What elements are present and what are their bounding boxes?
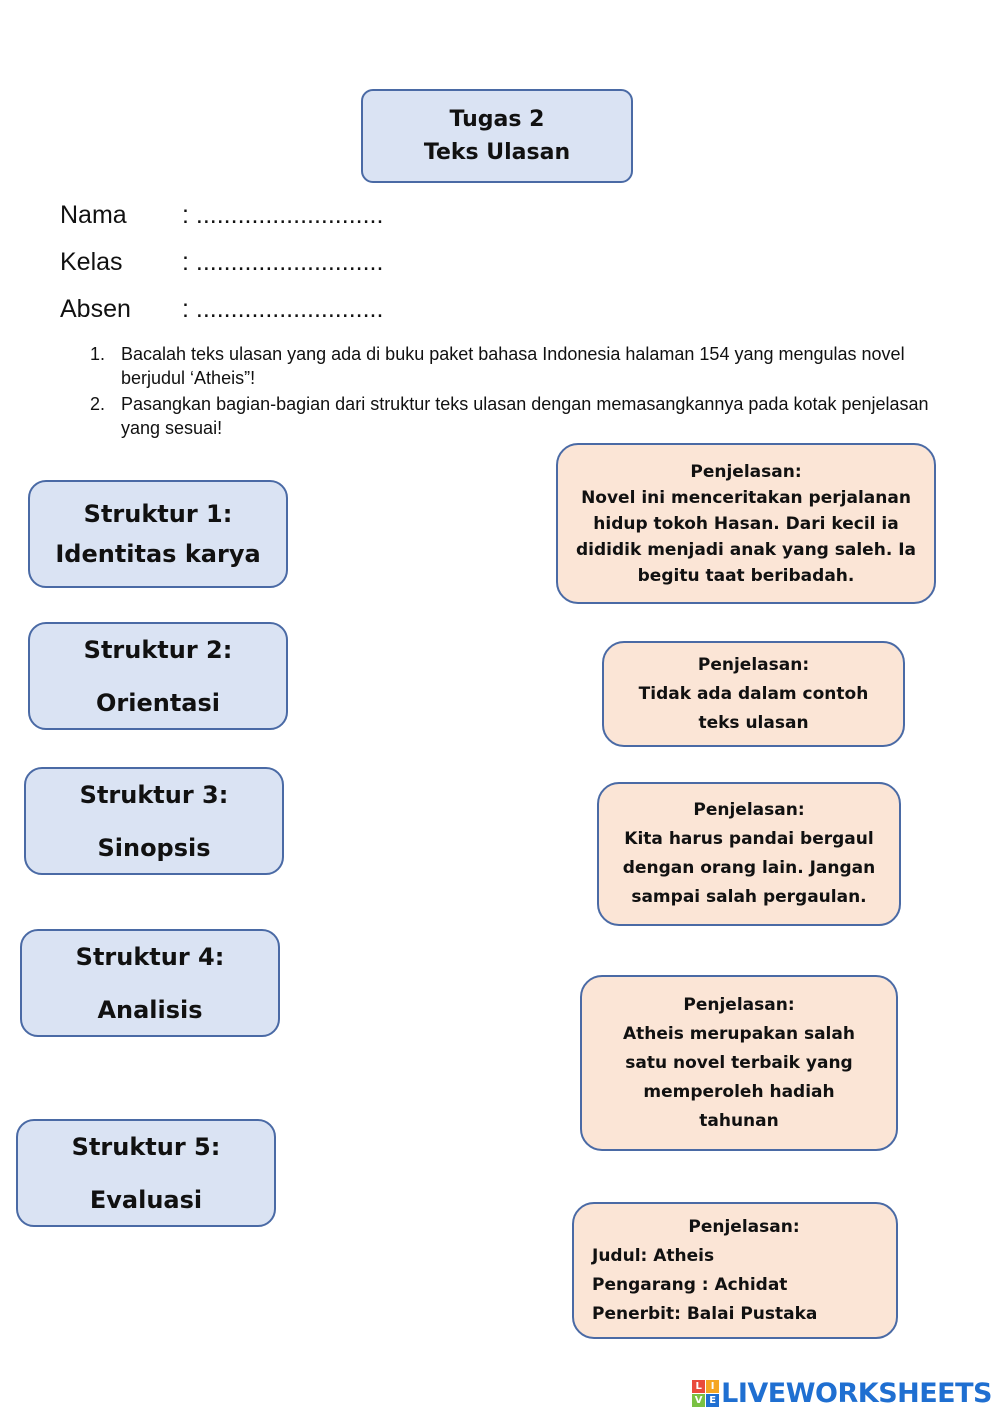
- explanation-line: Tidak ada dalam contoh: [638, 683, 869, 704]
- structure-name: Analisis: [97, 995, 203, 1024]
- field-kelas[interactable]: [60, 248, 383, 277]
- explanation-line: Atheis merupakan salah: [623, 1023, 855, 1044]
- field-absen[interactable]: [60, 295, 383, 324]
- instruction-1: [90, 342, 950, 390]
- title-line-1: Tugas 2: [449, 107, 545, 132]
- instruction-text: Bacalah teks ulasan yang ada di buku paket bahasa Indonesia halaman 154 yang mengulas novel berjudul ‘Atheis”!: [121, 344, 905, 388]
- field-label: Nama: [60, 201, 127, 229]
- liveworksheets-logo-icon: [692, 1380, 719, 1407]
- instruction-2: [90, 392, 950, 440]
- explanation-line: Kita harus pandai bergaul: [624, 829, 874, 849]
- explanation-heading: Penjelasan:: [690, 461, 802, 482]
- explanation-heading: Penjelasan:: [697, 654, 810, 675]
- field-label: Absen: [60, 295, 131, 323]
- structure-name: Sinopsis: [97, 833, 211, 862]
- explanation-line: dengan orang lain. Jangan: [622, 858, 876, 878]
- structure-name: Orientasi: [95, 688, 220, 717]
- field-value[interactable]: : ...........................: [182, 248, 384, 276]
- field-value[interactable]: : ...........................: [182, 295, 384, 323]
- structure-number: Struktur 3:: [79, 780, 229, 809]
- logo-mark-letter: E: [706, 1394, 719, 1407]
- explanation-box-5[interactable]: [572, 1202, 898, 1339]
- explanation-heading: Penjelasan:: [688, 1216, 800, 1237]
- structure-box-1[interactable]: [28, 480, 288, 588]
- explanation-line: Judul: Atheis: [592, 1245, 715, 1266]
- explanation-line: begitu taat beribadah.: [637, 565, 855, 586]
- structure-box-2[interactable]: [28, 622, 288, 730]
- explanation-heading: Penjelasan:: [683, 994, 795, 1015]
- explanation-box-4[interactable]: [580, 975, 898, 1151]
- field-nama[interactable]: [60, 201, 383, 230]
- instruction-number: 1.: [90, 344, 106, 364]
- structure-number: Struktur 4:: [75, 942, 225, 971]
- liveworksheets-logo: [692, 1377, 992, 1409]
- explanation-line: sampai salah pergaulan.: [631, 887, 867, 907]
- logo-mark-letter: L: [692, 1380, 705, 1393]
- explanation-box-1[interactable]: [556, 443, 936, 604]
- logo-mark-letter: I: [706, 1380, 719, 1393]
- field-label: Kelas: [60, 248, 123, 276]
- explanation-heading: Penjelasan:: [693, 800, 805, 820]
- structure-number: Struktur 1:: [83, 500, 233, 528]
- structure-number: Struktur 5:: [71, 1132, 221, 1161]
- structure-number: Struktur 2:: [83, 635, 233, 664]
- explanation-box-3[interactable]: [597, 782, 901, 926]
- explanation-line: tahunan: [699, 1110, 779, 1131]
- explanation-line: memperoleh hadiah: [643, 1081, 835, 1102]
- logo-text: LIVEWORKSHEETS: [721, 1377, 992, 1409]
- explanation-box-2[interactable]: [602, 641, 905, 747]
- structure-name: Identitas karya: [55, 540, 261, 568]
- worksheet-title-box: [361, 89, 633, 183]
- field-value[interactable]: : ...........................: [182, 201, 384, 229]
- instruction-text: Pasangkan bagian-bagian dari struktur teks ulasan dengan memasangkannya pada kotak penjelasan yang sesuai!: [121, 394, 929, 438]
- structure-name: Evaluasi: [89, 1185, 203, 1214]
- logo-mark-letter: V: [692, 1394, 705, 1407]
- explanation-line: Pengarang : Achidat: [592, 1274, 788, 1295]
- explanation-line: Penerbit: Balai Pustaka: [592, 1303, 818, 1324]
- explanation-line: teks ulasan: [698, 712, 809, 733]
- structure-box-4[interactable]: [20, 929, 280, 1037]
- title-line-2: Teks Ulasan: [423, 140, 571, 165]
- structure-box-5[interactable]: [16, 1119, 276, 1227]
- explanation-line: hidup tokoh Hasan. Dari kecil ia: [593, 513, 899, 534]
- explanation-line: dididik menjadi anak yang saleh. Ia: [575, 539, 916, 560]
- explanation-line: Novel ini menceritakan perjalanan: [581, 487, 911, 508]
- explanation-line: satu novel terbaik yang: [625, 1052, 853, 1073]
- instruction-number: 2.: [90, 394, 106, 414]
- structure-box-3[interactable]: [24, 767, 284, 875]
